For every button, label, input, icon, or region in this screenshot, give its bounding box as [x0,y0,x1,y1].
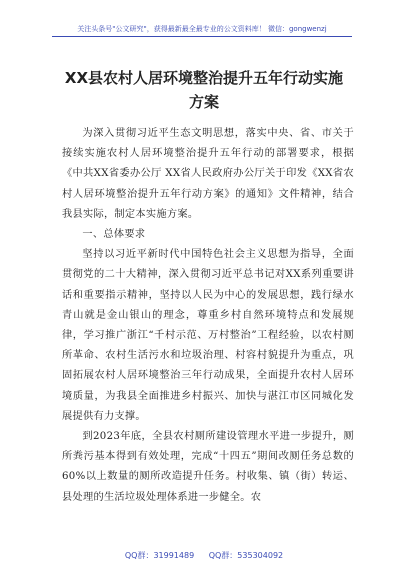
title-line-1: XX县农村人居环境整治提升五年行动实施 [64,69,344,87]
footer-qq-1: QQ群：31991489 [124,551,195,560]
guiding-paragraph: 坚持以习近平新时代中国特色社会主义思想为指导，全面贯彻党的二十大精神，深入贯彻习近平总书记对XX系列重要讲话和重要指示精神，坚持以人民为中心的发展思想，践行绿水青山就是金山银山的理念，尊重乡村自然环境特点和发展规律，学习推广浙江“千村示范、万村整治”工程经验，以农村厕所革命、农村生活污水和垃圾治理、村容村貌提升为重点，巩固拓展农村人居环境整治三年行动成果，全面提升农村人居环境质量，为我县全面推进乡村振兴、加快与湛江市区同城化发展提供有力支撑。 [62,249,354,422]
intro-paragraph: 为深入贯彻习近平生态文明思想，落实中央、省、市关于接续实施农村人居环境整治提升五年行动的部署要求，根据《中共XX省委办公厅 XX省人民政府办公厅关于印发《XX省农村人居环境整治提升五年行动方案》的通知》文件精神，结合我县实际，制定本实施方案。 [62,128,354,220]
footer [0,550,408,561]
title-line-2: 方案 [188,93,219,111]
footer-qq-2: QQ群：535304092 [208,551,284,560]
document-body [62,124,354,508]
goal-paragraph: 到2023年底，全县农村厕所建设管理水平进一步提升，厕所粪污基本得到有效处理，完成“十四五”期间改厕任务总数的60%以上数量的厕所改造提升任务。村收集、镇（街）转运、县处理的生活垃圾处理体系进一步健全。农 [62,431,354,503]
section-heading: 一、总体要求 [82,229,146,241]
header-banner: 关注头条号"公文研究"，获得最新最全最专业的公文资料库！ 微信：gongwenzj [52,24,352,37]
document-title [40,66,368,114]
